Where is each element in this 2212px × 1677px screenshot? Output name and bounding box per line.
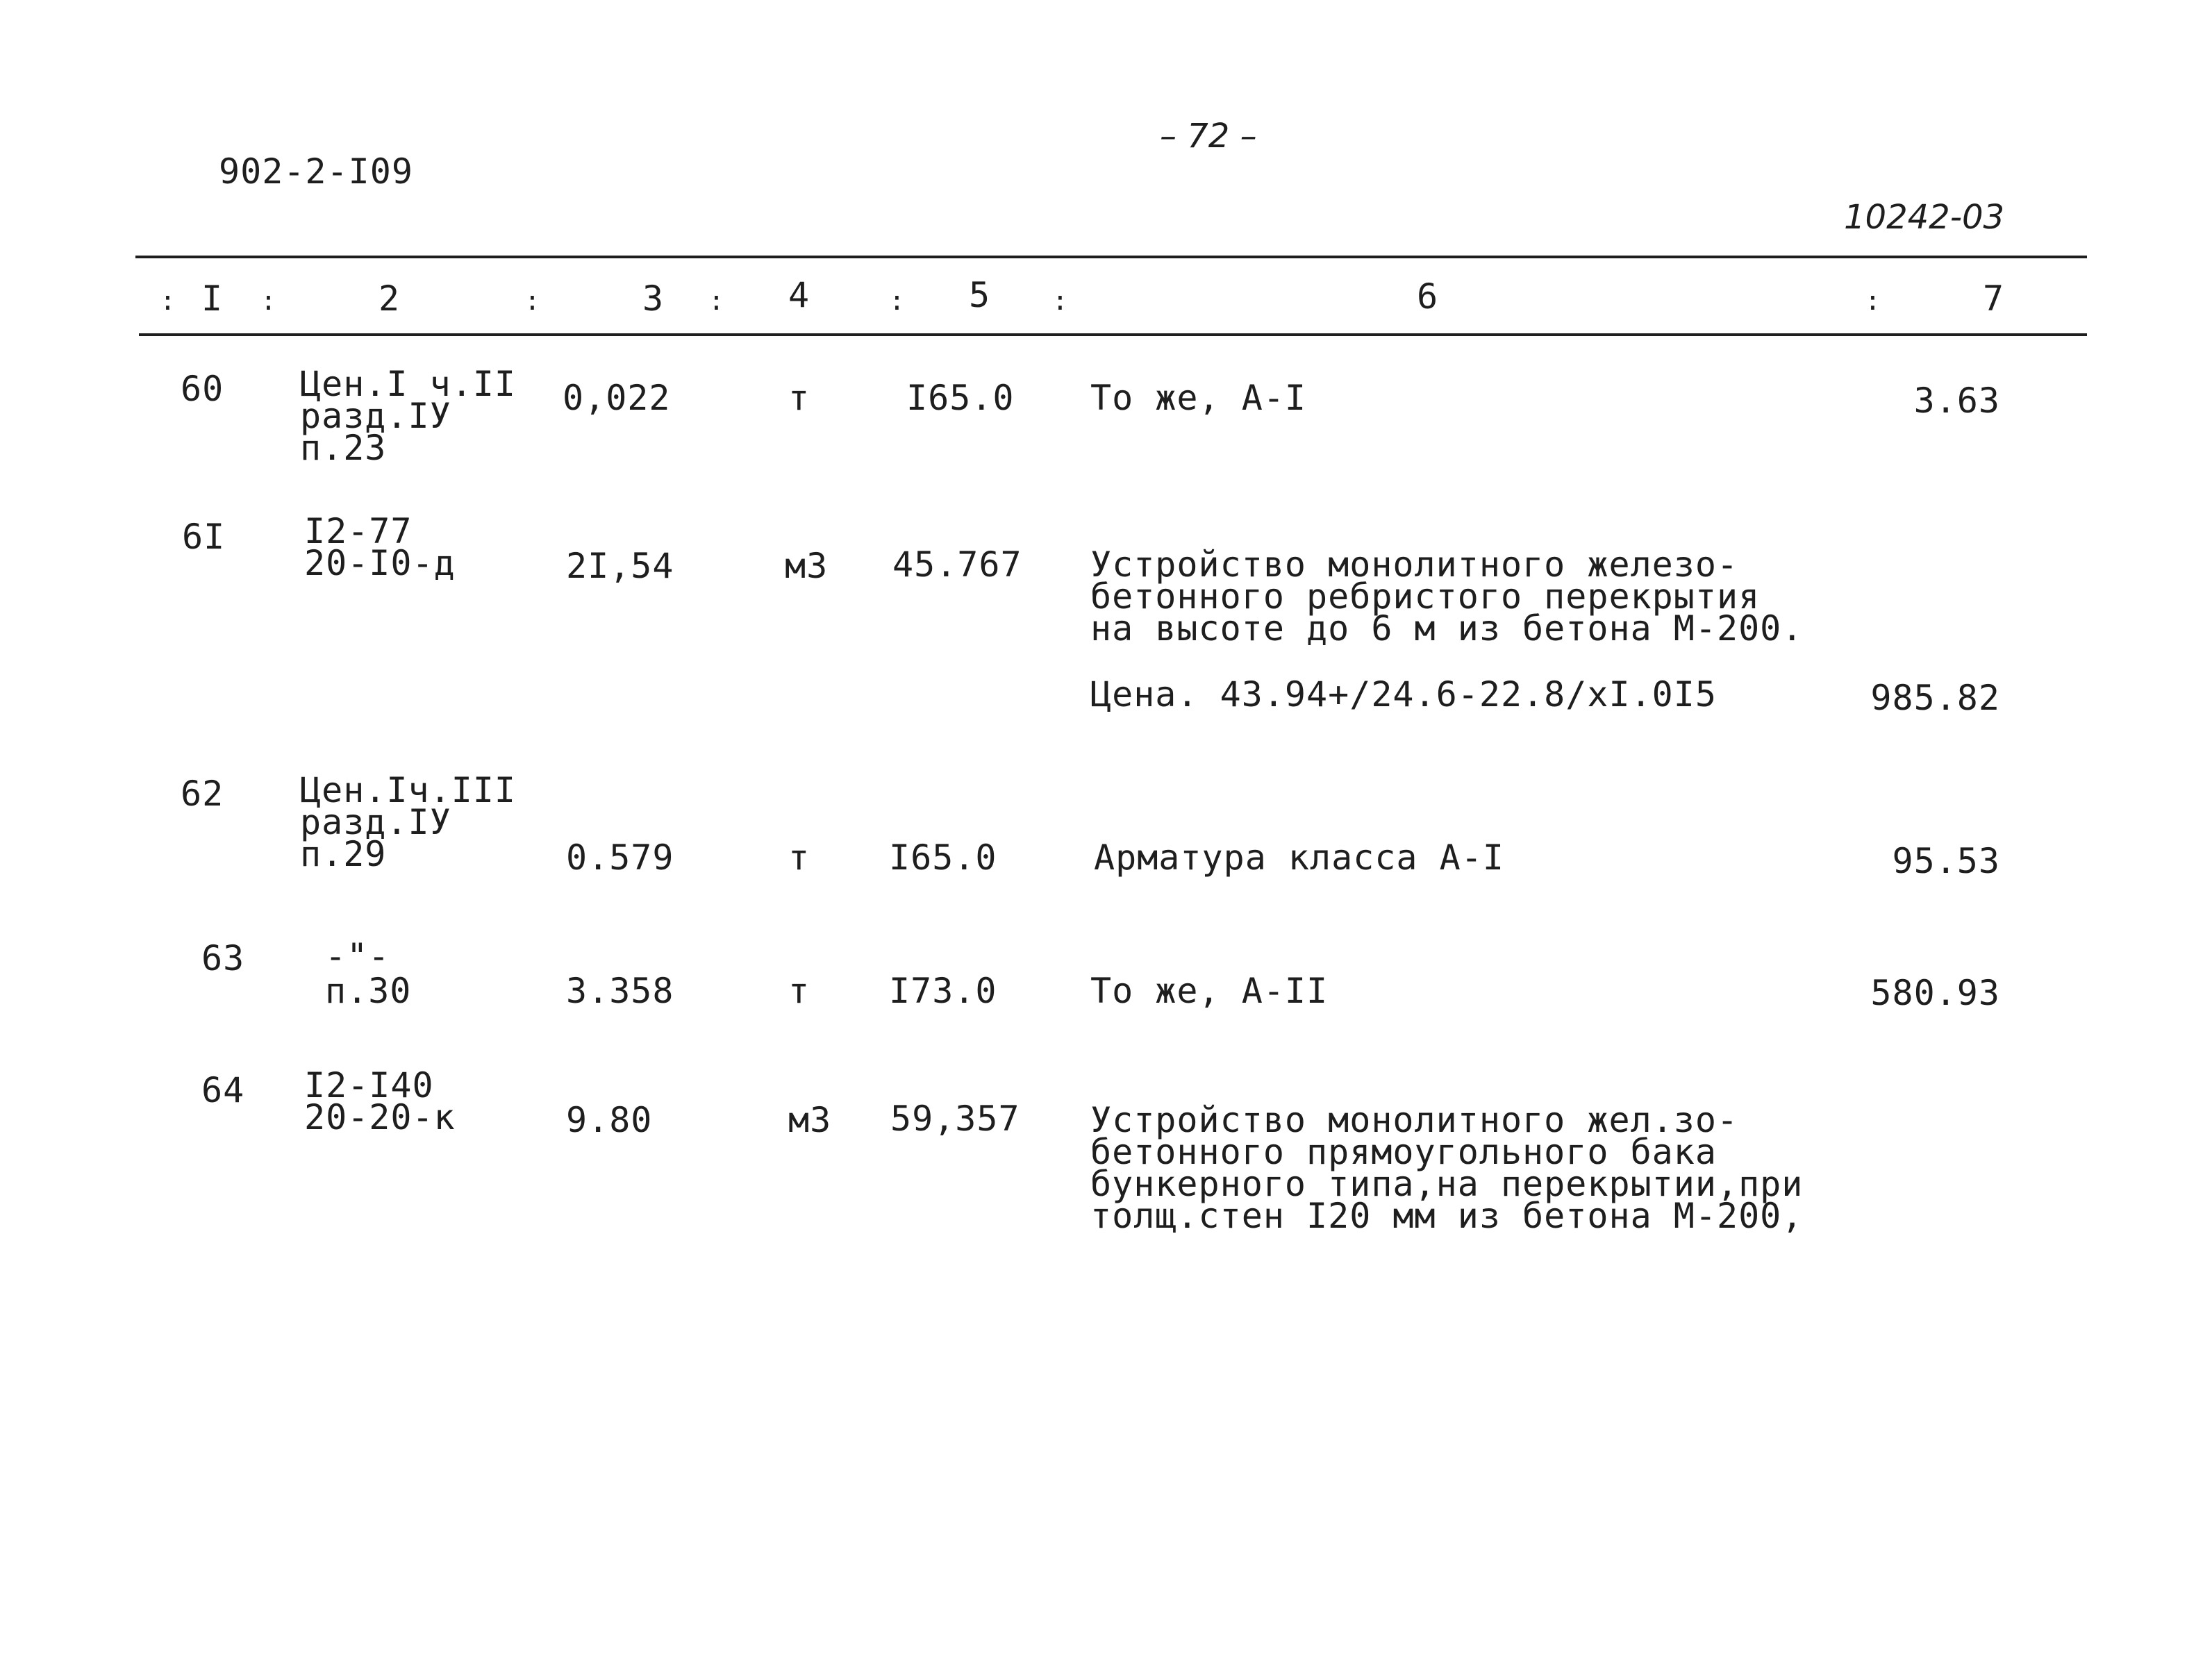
rate-reference: I2-77 20-I0-д — [304, 511, 456, 583]
total-cost: 580.93 — [1870, 973, 2000, 1013]
price-formula: Цена. 43.94+/24.6-22.8/хI.0I5 — [1090, 674, 1717, 715]
column-header-7: 7 — [1983, 278, 2004, 319]
unit-price: I73.0 — [889, 971, 997, 1011]
column-header-5: 5 — [969, 275, 990, 315]
work-description: То же, А-I — [1090, 378, 1307, 418]
unit-price: I65.0 — [906, 378, 1015, 418]
total-cost: 95.53 — [1892, 841, 2000, 881]
unit-price: 59,357 — [890, 1099, 1020, 1139]
work-description: То же, А-II — [1090, 971, 1329, 1011]
column-separator: : — [160, 285, 176, 316]
unit-price: I65.0 — [889, 837, 997, 878]
page-number: – 72 – — [1160, 117, 1257, 156]
column-separator: : — [524, 285, 540, 316]
table-header-rule — [139, 333, 2087, 336]
column-separator: : — [260, 285, 276, 316]
column-header-4: 4 — [788, 275, 810, 315]
column-header-2: 2 — [379, 278, 400, 319]
row-number: 62 — [181, 774, 224, 814]
unit: м3 — [788, 1100, 832, 1140]
column-separator: : — [1865, 285, 1881, 316]
column-separator: : — [708, 285, 724, 316]
row-number: 63 — [201, 938, 245, 978]
quantity: 9.80 — [566, 1100, 653, 1140]
rate-reference: -"- п.30 — [325, 936, 412, 1011]
rate-reference: Цен.Iч.III разд.IУ п.29 — [300, 770, 517, 874]
quantity: 2I,54 — [566, 546, 674, 586]
work-description: Устройство монолитного железо- бетонного ребристого перекрытия на высоте до 6 м из бетона М-200. — [1090, 544, 1804, 649]
unit-price: 45.767 — [892, 544, 1022, 585]
table-top-rule — [135, 256, 2087, 258]
row-number: 64 — [201, 1070, 245, 1110]
work-description: Арматура класса А-I — [1094, 837, 1504, 878]
rate-reference: Цен.I ч.II разд.IУ п.23 — [300, 364, 517, 468]
row-number: 60 — [181, 369, 224, 409]
document-code: 902-2-I09 — [219, 151, 413, 192]
column-header-6: 6 — [1417, 276, 1438, 317]
column-separator: : — [889, 285, 905, 316]
quantity: 3.358 — [566, 971, 674, 1011]
column-separator: : — [1052, 285, 1068, 316]
unit: т — [788, 971, 810, 1011]
rate-reference: I2-I40 20-20-к — [304, 1065, 456, 1137]
quantity: 0.579 — [566, 837, 674, 878]
total-cost: 985.82 — [1870, 678, 2000, 718]
unit: т — [788, 837, 810, 878]
row-number: 6I — [182, 517, 226, 557]
total-cost: 3.63 — [1913, 381, 2000, 421]
column-header-3: 3 — [642, 278, 664, 319]
column-header-1: I — [201, 278, 223, 319]
quantity: 0,022 — [563, 378, 671, 418]
unit: т — [788, 378, 810, 418]
document-registration-number: 10242-03 — [1844, 198, 2005, 237]
unit: м3 — [785, 546, 829, 586]
work-description: Устройство монолитного жел.зо- бетонного прямоугольного бака бункерного типа,на перекрытии,при толщ.стен I20 мм из бетона М-200, — [1090, 1100, 1804, 1236]
